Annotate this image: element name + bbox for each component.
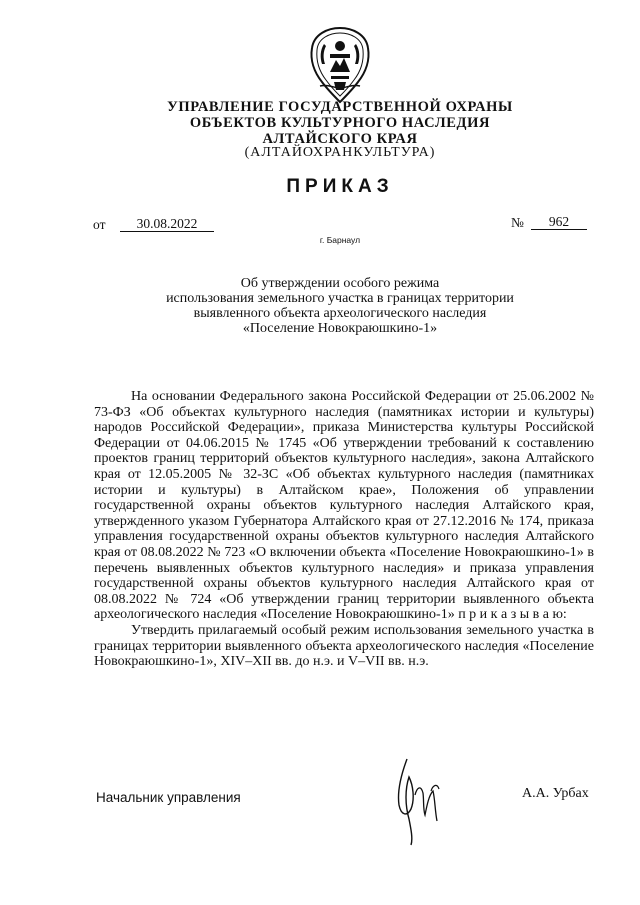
subject-line-1: Об утверждении особого режима: [240, 276, 440, 291]
date-prefix: от: [93, 217, 106, 232]
order-title: ПРИКАЗ: [286, 176, 394, 197]
number-prefix: №: [511, 215, 524, 230]
agency-abbreviation: (АЛТАЙОХРАНКУЛЬТУРА): [244, 145, 436, 160]
agency-name-line-2: ОБЪЕКТОВ КУЛЬТУРНОГО НАСЛЕДИЯ: [189, 115, 491, 131]
subject-line-3: выявленного объекта археологического наследия: [193, 306, 487, 321]
body-paragraph-basis: На основании Федерального закона Российской Федерации от 25.06.2002 № 73-ФЗ «Об объектах культурного наследия (памятниках истории и культуры) народов Российской Федерации», приказа Министерства культуры Российской Федерации от 04.06.2015 № 1745 «Об утверждении требований к составлению проектов границ территорий объектов культурного наследия», закона Алтайского края от 12.05.2005 № 32-ЗС «Об объектах культурного наследия (памятниках истории и культуры) в Алтайском крае», Положения об управлении государственной охраны объектов культурного наследия Алтайского края, утвержденного указом Губернатора Алтайского края от 27.12.2016 № 174, приказа управления государственной охраны объектов культурного наследия Алтайского края от 08.08.2022 № 723 «О включении объекта «Поселение Новокраюшкино-1» в перечень выявленных объектов культурного наследия» и приказа управления государственной охраны объектов культурного наследия Алтайского края от 08.08.2022 № 724 «Об утверждении границ территории выявленного объекта археологического наследия «Поселение Новокраюшкино-1» п р и к а з ы в а ю:: [94, 389, 594, 623]
agency-name-line-1: УПРАВЛЕНИЕ ГОСУДАРСТВЕННОЙ ОХРАНЫ: [167, 99, 513, 115]
order-date: 30.08.2022: [120, 217, 214, 232]
signatory-name: А.А. Урбах: [522, 786, 589, 801]
handwritten-signature-icon: [393, 755, 448, 847]
city-label: г. Барнаул: [319, 235, 361, 245]
body-paragraph-decision: Утвердить прилагаемый особый режим использования земельного участка в границах территории выявленного объекта археологического наследия «Поселение Новокраюшкино-1», XIV–XII вв. до н.э. и V–VII вв. н.э.: [94, 622, 594, 670]
subject-line-4: «Поселение Новокраюшкино-1»: [242, 321, 438, 336]
agency-name-line-3: АЛТАЙСКОГО КРАЯ: [262, 131, 418, 147]
coat-of-arms-icon: [300, 24, 380, 106]
signatory-position: Начальник управления: [96, 790, 241, 805]
order-number: 962: [531, 215, 587, 230]
subject-line-2: использования земельного участка в границах территории: [166, 291, 514, 306]
order-body: [94, 389, 594, 670]
